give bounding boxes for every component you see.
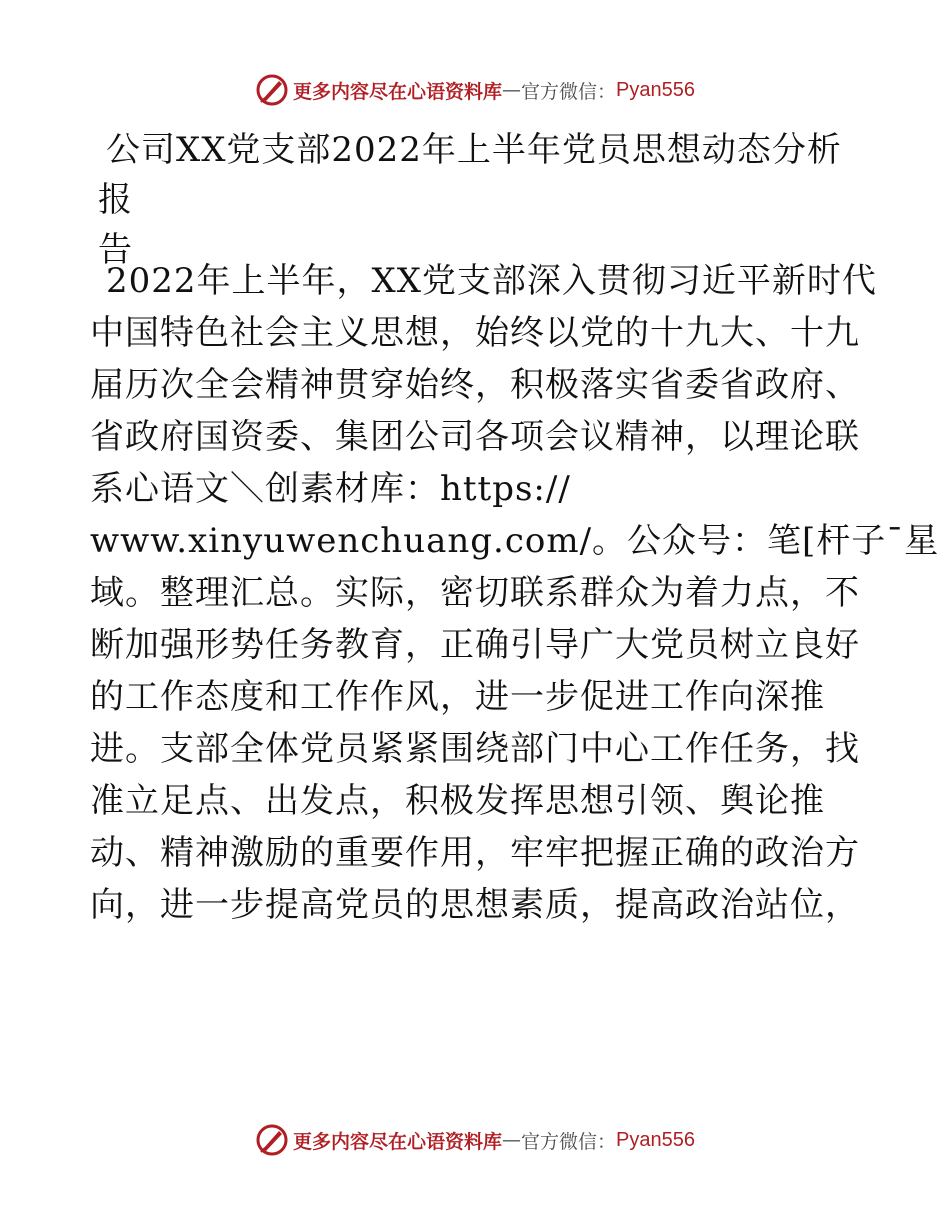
watermark-label: 官方微信： (521, 80, 617, 103)
body-line: 向，进一步提高党员的思想素质，提高政治站位， (90, 885, 860, 925)
watermark-wechat-id: Pyan556 (616, 78, 695, 101)
body-line: 省政府国资委、集团公司各项会议精神，以理论联 (90, 417, 860, 457)
body-line: 动、精神激励的重要作用，牢牢把握正确的政治方 (90, 833, 860, 873)
watermark-text: 更多内容尽在心语资料库 (293, 1130, 503, 1153)
body-line: 2022年上半年，XX党支部深入贯彻习近平新时代 (106, 261, 877, 301)
body-line: 系心语文＼创素材库：https:// (90, 469, 571, 509)
header-watermark (0, 70, 950, 110)
watermark-text: 更多内容尽在心语资料库 (293, 80, 503, 103)
document-title (98, 125, 868, 275)
body-line: 准立足点、出发点，积极发挥思想引领、舆论推 (90, 781, 825, 821)
quill-seal-icon (255, 73, 289, 107)
body-line: 断加强形势任务教育，正确引导广大党员树立良好 (90, 625, 860, 665)
title-line-1: 公司XX党支部2022年上半年党员思想动态分析报 (98, 130, 842, 220)
body-line: 进。支部全体党员紧紧围绕部门中心工作任务，找 (90, 729, 860, 769)
title-line-2: 告 (98, 230, 133, 270)
watermark-label: 官方微信： (521, 1130, 617, 1153)
body-line: 中国特色社会主义思想，始终以党的十九大、十九 (90, 313, 860, 353)
document-body (90, 255, 940, 931)
watermark-separator: — (502, 79, 522, 101)
footer-watermark (0, 1120, 950, 1160)
body-line: 的工作态度和工作作风，进一步促进工作向深推 (90, 677, 825, 717)
quill-seal-icon (255, 1123, 289, 1157)
watermark-separator: — (502, 1129, 522, 1151)
body-line: www.xinyuwenchuang.com/。公众号：笔[杆子¯星 (90, 521, 940, 561)
body-line: 届历次全会精神贯穿始终，积极落实省委省政府、 (90, 365, 860, 405)
watermark-wechat-id: Pyan556 (616, 1128, 695, 1151)
body-line: 域。整理汇总。实际，密切联系群众为着力点，不 (90, 573, 860, 613)
